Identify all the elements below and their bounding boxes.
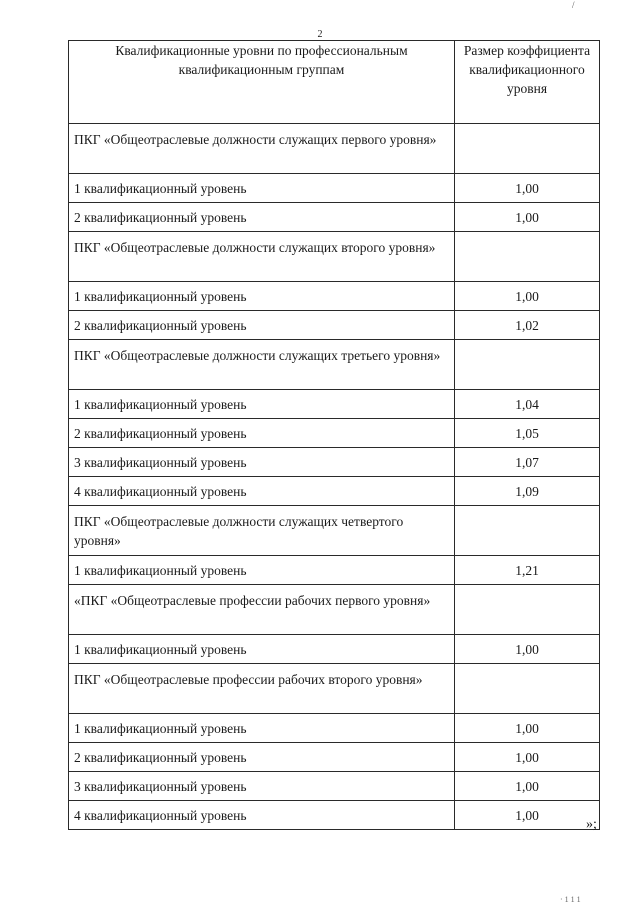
level-name: 2 квалификационный уровень xyxy=(69,311,455,340)
coefficient-value xyxy=(455,232,600,282)
level-name: 1 квалификационный уровень xyxy=(69,556,455,585)
level-row xyxy=(69,801,600,830)
coefficient-table xyxy=(68,40,600,830)
table-body xyxy=(69,124,600,830)
level-name: 1 квалификационный уровень xyxy=(69,635,455,664)
corner-mark: / xyxy=(572,0,575,10)
level-name: 4 квалификационный уровень xyxy=(69,801,455,830)
level-name: 1 квалификационный уровень xyxy=(69,174,455,203)
level-row xyxy=(69,203,600,232)
level-row xyxy=(69,772,600,801)
group-name: ПКГ «Общеотраслевые профессии рабочих второго уровня» xyxy=(69,664,455,714)
level-row xyxy=(69,714,600,743)
level-name: 1 квалификационный уровень xyxy=(69,282,455,311)
coefficient-value: 1,07 xyxy=(455,448,600,477)
coefficient-value xyxy=(455,124,600,174)
level-name: 1 квалификационный уровень xyxy=(69,714,455,743)
level-row xyxy=(69,448,600,477)
coefficient-value xyxy=(455,585,600,635)
group-row xyxy=(69,232,600,282)
header-coefficient-size: Размер коэффициента квалификационного уровня xyxy=(455,41,600,124)
level-name: 4 квалификационный уровень xyxy=(69,477,455,506)
coefficient-value: 1,00 xyxy=(455,714,600,743)
coefficient-value: 1,00 xyxy=(455,772,600,801)
closing-quote-mark: »; xyxy=(586,817,597,832)
group-row xyxy=(69,124,600,174)
coefficient-value: 1,00 xyxy=(455,801,600,830)
coefficient-value: 1,00 xyxy=(455,635,600,664)
coefficient-value xyxy=(455,664,600,714)
table-header-row xyxy=(69,41,600,124)
group-row xyxy=(69,664,600,714)
group-name: ПКГ «Общеотраслевые должности служащих второго уровня» xyxy=(69,232,455,282)
level-row xyxy=(69,635,600,664)
coefficient-value: 1,21 xyxy=(455,556,600,585)
level-row xyxy=(69,477,600,506)
coefficient-value: 1,09 xyxy=(455,477,600,506)
level-row xyxy=(69,743,600,772)
coefficient-value xyxy=(455,506,600,556)
page-number: 2 xyxy=(317,29,323,40)
group-row xyxy=(69,585,600,635)
group-name: ПКГ «Общеотраслевые должности служащих третьего уровня» xyxy=(69,340,455,390)
coefficient-value: 1,00 xyxy=(455,203,600,232)
level-name: 3 квалификационный уровень xyxy=(69,448,455,477)
coefficient-value: 1,05 xyxy=(455,419,600,448)
level-name: 2 квалификационный уровень xyxy=(69,419,455,448)
group-name: «ПКГ «Общеотраслевые профессии рабочих первого уровня» xyxy=(69,585,455,635)
level-name: 2 квалификационный уровень xyxy=(69,203,455,232)
group-row xyxy=(69,340,600,390)
level-row xyxy=(69,282,600,311)
coefficient-value: 1,00 xyxy=(455,174,600,203)
coefficient-value: 1,02 xyxy=(455,311,600,340)
level-name: 2 квалификационный уровень xyxy=(69,743,455,772)
group-name: ПКГ «Общеотраслевые должности служащих четвертого уровня» xyxy=(69,506,455,556)
coefficient-value xyxy=(455,340,600,390)
group-row xyxy=(69,506,600,556)
level-name: 3 квалификационный уровень xyxy=(69,772,455,801)
footer-mark: · 1 1 1 xyxy=(560,895,581,904)
coefficient-value: 1,00 xyxy=(455,743,600,772)
level-row xyxy=(69,419,600,448)
level-row xyxy=(69,390,600,419)
level-name: 1 квалификационный уровень xyxy=(69,390,455,419)
level-row xyxy=(69,556,600,585)
level-row xyxy=(69,174,600,203)
header-qualification-levels: Квалификационные уровни по профессиональным квалификационным группам xyxy=(69,41,455,124)
coefficient-value: 1,04 xyxy=(455,390,600,419)
coefficient-value: 1,00 xyxy=(455,282,600,311)
group-name: ПКГ «Общеотраслевые должности служащих первого уровня» xyxy=(69,124,455,174)
level-row xyxy=(69,311,600,340)
